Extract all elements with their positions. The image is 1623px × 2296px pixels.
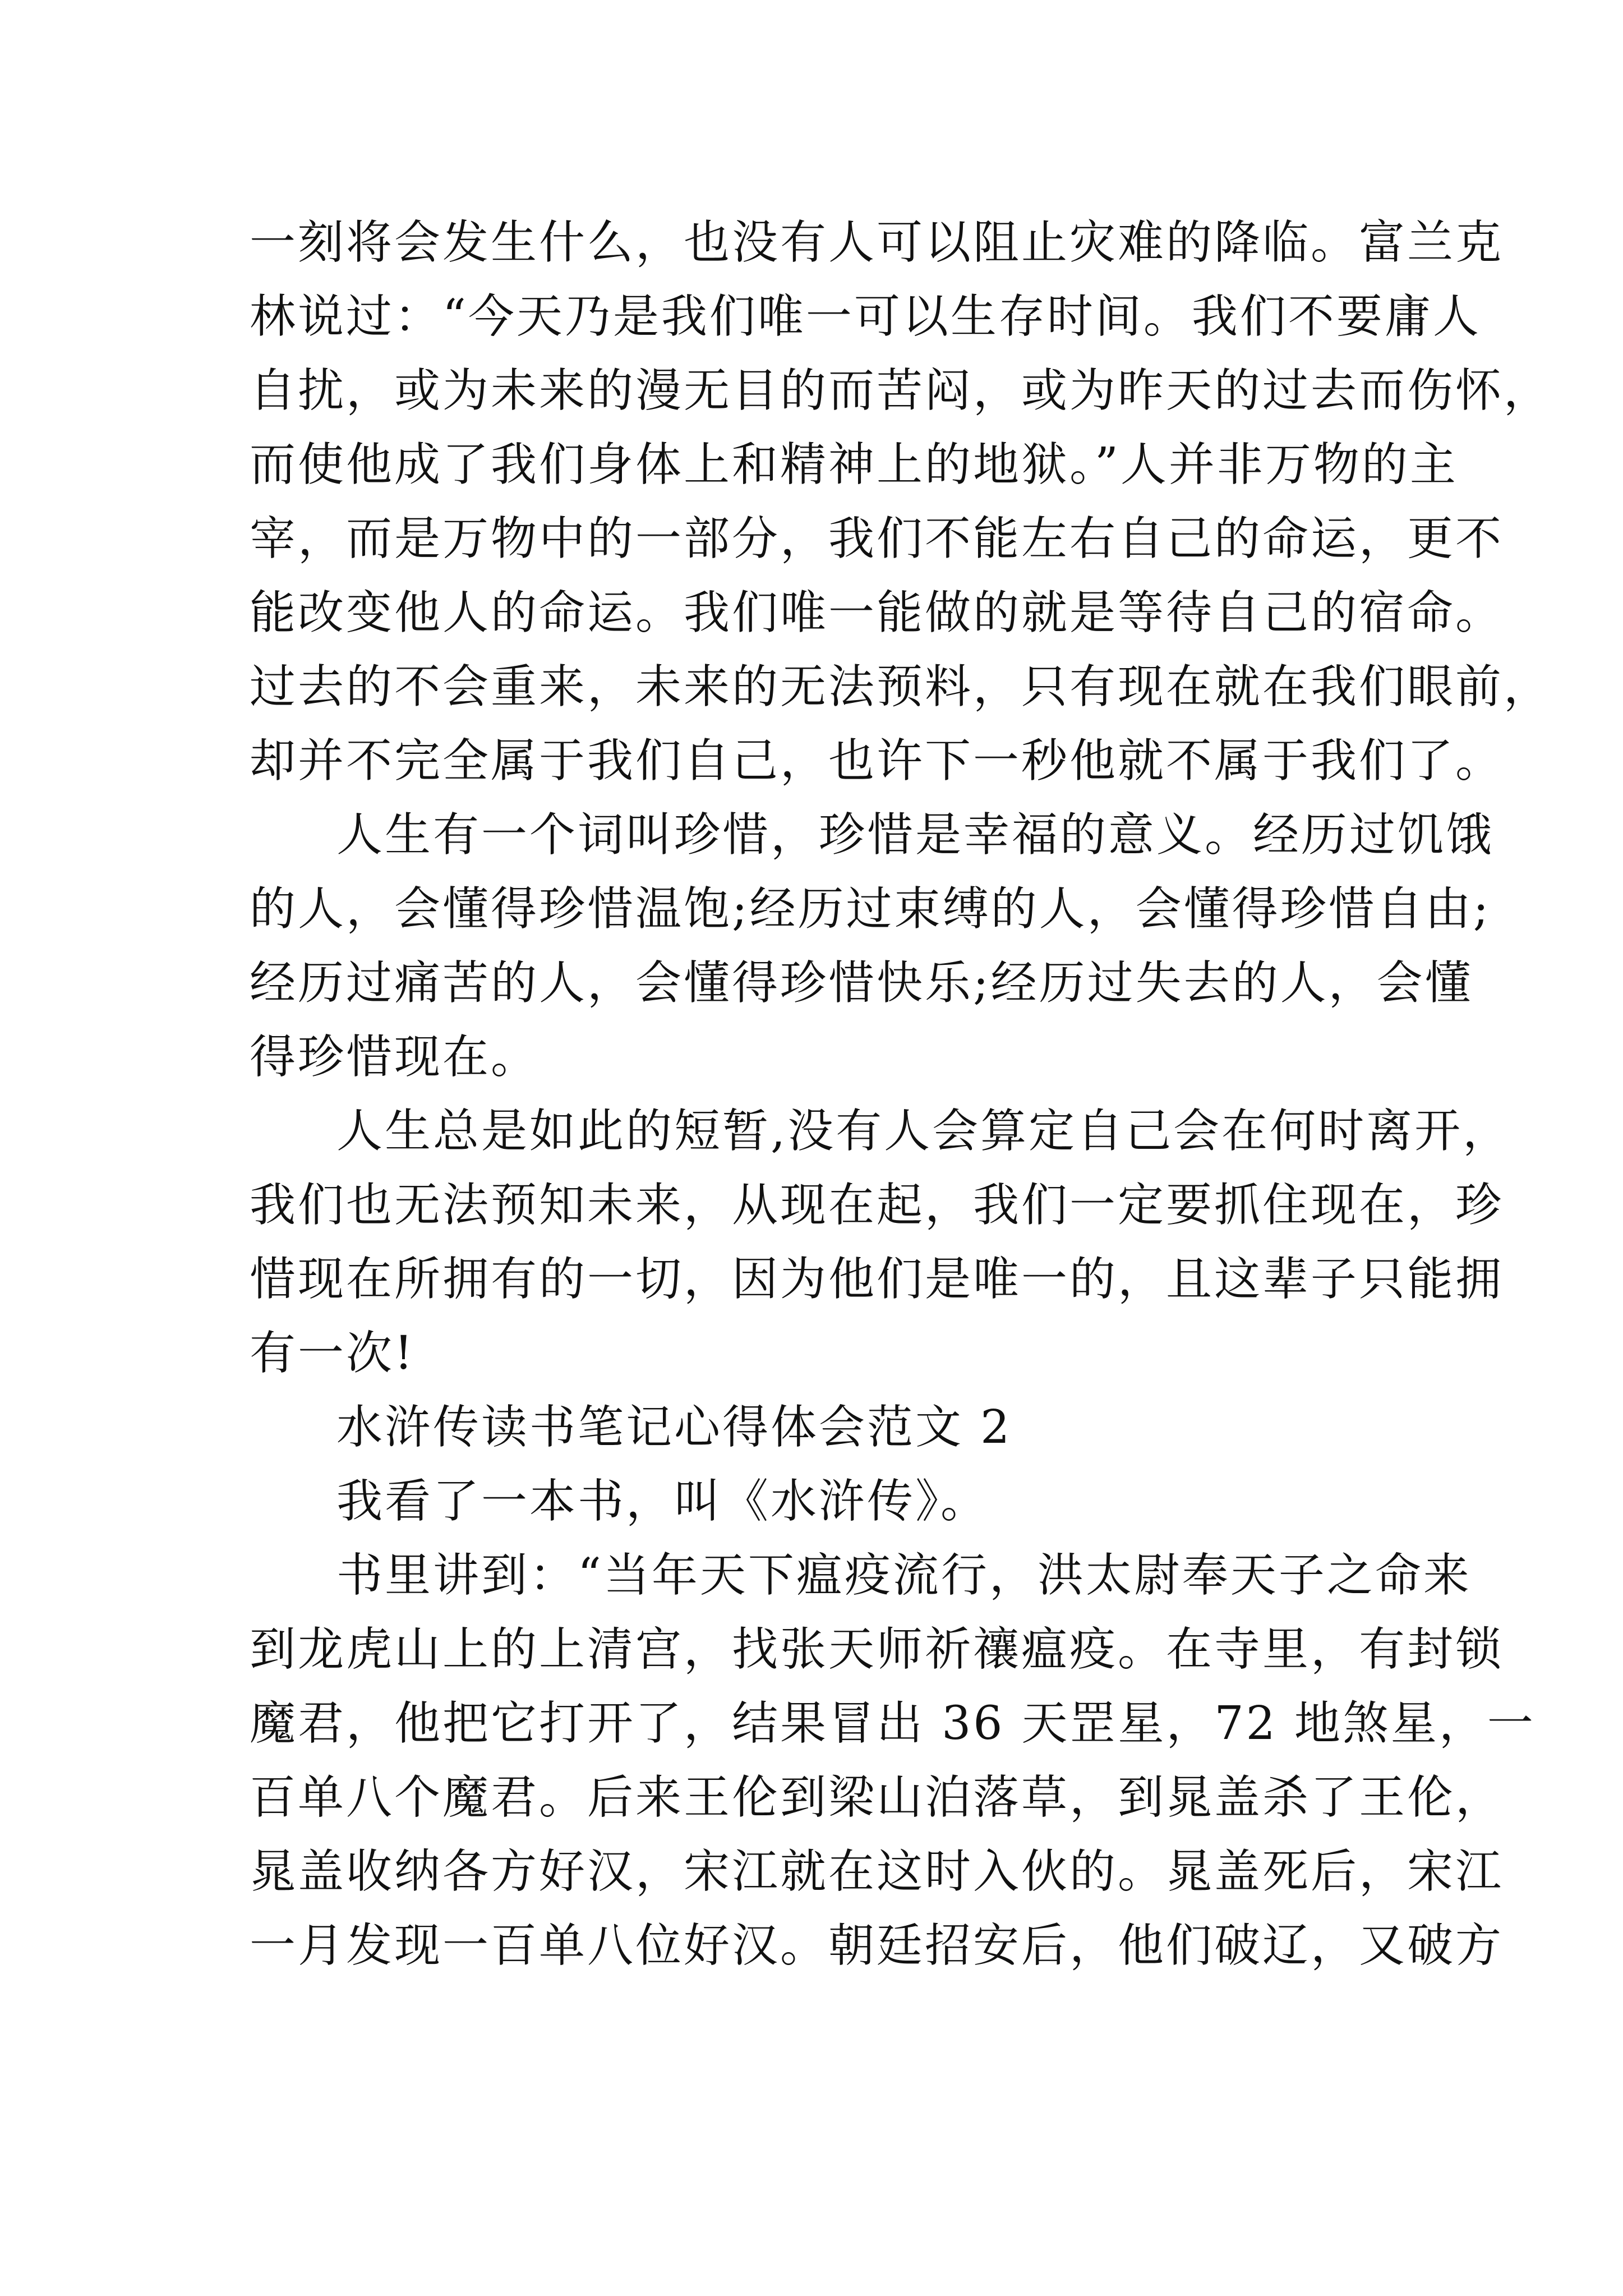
text-line: 自扰，或为未来的漫无目的而苦闷，或为昨天的过去而伤怀， xyxy=(250,364,1552,417)
text-line: 林说过：“今天乃是我们唯一可以生存时间。我们不要庸人 xyxy=(250,290,1481,343)
section-heading: 水浒传读书笔记心得体会范文 2 xyxy=(336,1401,1012,1454)
text-line: 却并不完全属于我们自己，也许下一秒他就不属于我们了。 xyxy=(250,734,1504,788)
text-line: 经历过痛苦的人，会懂得珍惜快乐;经历过失去的人，会懂 xyxy=(250,956,1473,1010)
text-line: 晁盖收纳各方好汉，宋江就在这时入伙的。晁盖死后，宋江 xyxy=(250,1845,1504,1898)
text-line: 到龙虎山上的上清宫，找张天师祈禳瘟疫。在寺里，有封锁 xyxy=(250,1623,1504,1676)
text-line: 的人，会懂得珍惜温饱;经历过束缚的人，会懂得珍惜自由; xyxy=(250,882,1491,936)
paragraph-first-line: 我看了一本书，叫《水浒传》。 xyxy=(336,1475,989,1528)
text-line: 有一次! xyxy=(250,1327,415,1380)
text-line: 过去的不会重来，未来的无法预料，只有现在就在我们眼前， xyxy=(250,660,1552,714)
text-line: 魔君，他把它打开了，结果冒出 36 天罡星，72 地煞星，一 xyxy=(250,1697,1536,1750)
text-line: 一刻将会发生什么，也没有人可以阻止灾难的降临。富兰克 xyxy=(250,216,1504,269)
text-line: 能改变他人的命运。我们唯一能做的就是等待自己的宿命。 xyxy=(250,586,1504,639)
text-line: 宰，而是万物中的一部分，我们不能左右自己的命运，更不 xyxy=(250,512,1504,565)
text-line: 我们也无法预知未来，从现在起，我们一定要抓住现在，珍 xyxy=(250,1179,1504,1232)
text-line: 惜现在所拥有的一切，因为他们是唯一的，且这辈子只能拥 xyxy=(250,1253,1504,1306)
paragraph-first-line: 书里讲到：“当年天下瘟疫流行，洪太尉奉天子之命来 xyxy=(336,1549,1472,1602)
text-line: 而使他成了我们身体上和精神上的地狱。”人并非万物的主 xyxy=(250,438,1458,491)
paragraph-first-line: 人生总是如此的短暂,没有人会算定自己会在何时离开， xyxy=(336,1105,1511,1158)
paragraph-first-line: 人生有一个词叫珍惜，珍惜是幸福的意义。经历过饥饿 xyxy=(336,808,1495,862)
text-line: 得珍惜现在。 xyxy=(250,1030,540,1084)
text-line: 百单八个魔君。后来王伦到梁山泊落草，到晁盖杀了王伦， xyxy=(250,1771,1504,1824)
text-line: 一月发现一百单八位好汉。朝廷招安后，他们破辽，又破方 xyxy=(250,1919,1504,1972)
